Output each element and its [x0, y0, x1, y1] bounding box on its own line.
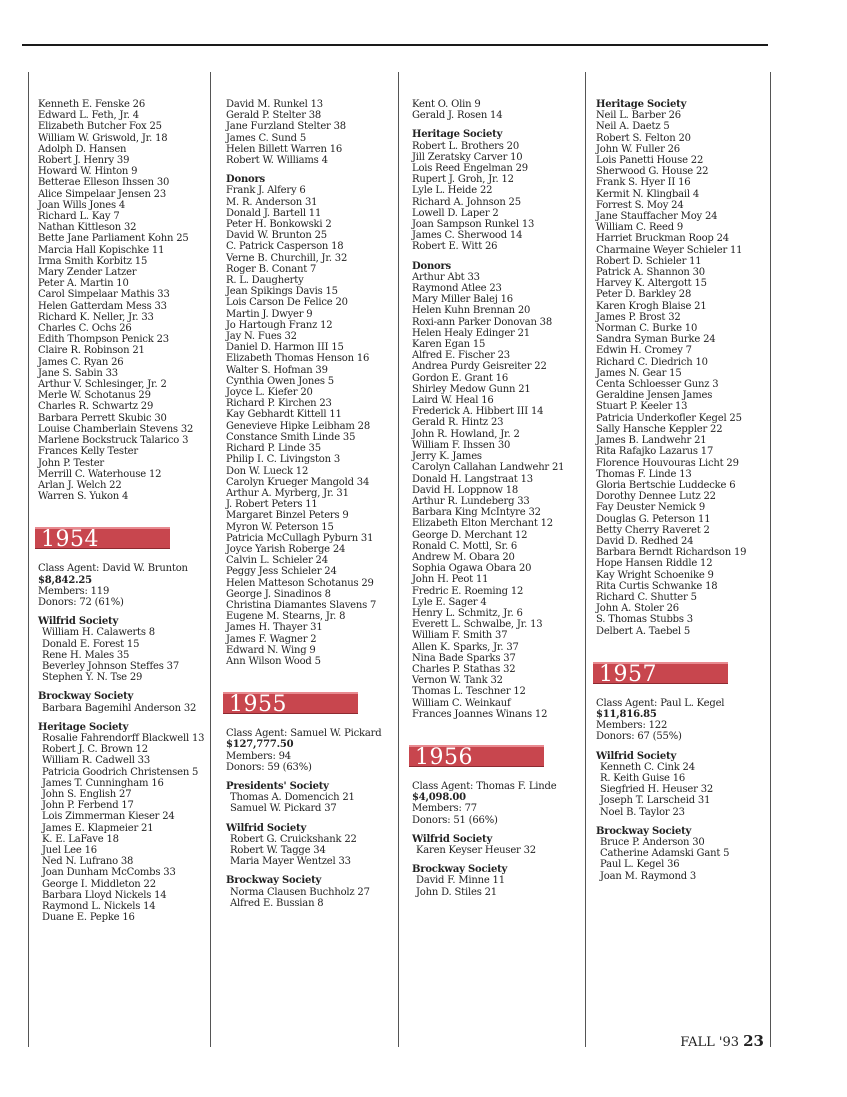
list-item: Charles P. Stathas 32: [412, 663, 516, 675]
list-item: Dorothy Dennee Lutz 22: [596, 491, 716, 503]
list-item: Gerald R. Hintz 23: [412, 417, 504, 429]
list-item: Barbara Perrett Skubic 30: [38, 412, 167, 424]
list-item: Robert W. Tagge 34: [230, 844, 326, 856]
list-item: Richard P. Kirchen 23: [226, 398, 332, 410]
year-banner-1957: 1957: [593, 662, 728, 684]
name-list: [38, 99, 208, 502]
list-item: Elizabeth Elton Merchant 12: [412, 518, 553, 530]
list-item: Arthur A. Myrberg, Jr. 31: [226, 487, 349, 499]
list-item: Edith Thompson Penick 23: [38, 334, 169, 346]
list-item: Helen Billett Warren 16: [226, 143, 343, 155]
donors-heading: Donors: [226, 174, 265, 186]
list-item: Beverley Johnson Steffes 37: [42, 660, 179, 672]
list-item: Patricia Goodrich Christensen 5: [42, 766, 199, 778]
list-item: Jane S. Sabin 33: [38, 367, 118, 379]
name-list: [226, 887, 396, 909]
society-heading: Brockway Society: [412, 864, 508, 876]
list-item: James C. Ryan 26: [38, 356, 124, 368]
list-item: Arlan J. Welch 22: [38, 479, 122, 491]
list-item: Kay Wright Schoenike 9: [596, 569, 714, 581]
list-item: Joan M. Raymond 3: [600, 870, 697, 882]
list-item: Frederick A. Hibbert III 14: [412, 406, 544, 418]
list-item: C. Patrick Casperson 18: [226, 241, 344, 253]
name-list: [412, 141, 582, 253]
column-4: [596, 99, 766, 882]
list-item: John A. Stoler 26: [596, 603, 679, 615]
name-list: [412, 845, 582, 856]
list-item: Marlene Bockstruck Talarico 3: [38, 435, 189, 447]
list-item: James B. Landwehr 21: [596, 435, 707, 447]
list-item: William F. Ihssen 30: [412, 439, 511, 451]
list-item: Sally Hansche Keppler 22: [596, 423, 723, 435]
list-item: Siegfried H. Heuser 32: [600, 784, 714, 796]
column-divider: [585, 72, 586, 1047]
list-item: Duane E. Pepke 16: [42, 912, 135, 924]
column-divider: [770, 72, 771, 1047]
list-item: Shirley Medow Gunn 21: [412, 383, 531, 395]
list-item: Walter S. Hofman 39: [226, 364, 328, 376]
list-item: Neil L. Barber 26: [596, 110, 681, 122]
column-divider: [398, 72, 399, 1047]
list-item: John S. English 27: [42, 788, 132, 800]
list-item: Joan Dunham McCombs 33: [42, 867, 176, 879]
list-item: Jane Stauffacher Moy 24: [596, 211, 718, 223]
list-item: Sophia Ogawa Obara 20: [412, 563, 532, 575]
list-item: Helen Matteson Schotanus 29: [226, 577, 374, 589]
list-item: Arthur V. Schlesinger, Jr. 2: [38, 379, 167, 391]
list-item: William H. Calawerts 8: [42, 627, 155, 639]
list-item: Harriet Bruckman Roop 24: [596, 233, 729, 245]
name-list: [38, 627, 208, 683]
list-item: Patrick A. Shannon 30: [596, 267, 705, 279]
list-item: Kermit N. Klingbail 4: [596, 188, 700, 200]
list-item: Robert J. Henry 39: [38, 155, 130, 167]
list-item: Thomas A. Domencich 21: [230, 792, 355, 804]
list-item: Daniel D. Harmon III 15: [226, 342, 344, 354]
list-item: Helen Kuhn Brennan 20: [412, 305, 531, 317]
list-item: George D. Merchant 12: [412, 529, 528, 541]
list-item: Richard L. Kay 7: [38, 211, 120, 223]
list-item: John P. Tester: [38, 457, 105, 469]
list-item: James T. Cunningham 16: [42, 777, 164, 789]
name-list: [226, 185, 396, 667]
list-item: Gordon E. Grant 16: [412, 372, 508, 384]
class-amount: $8,842.25: [38, 574, 92, 586]
list-item: Andrew M. Obara 20: [412, 551, 515, 563]
list-item: Thomas L. Teschner 12: [412, 686, 526, 698]
list-item: Margaret Binzel Peters 9: [226, 510, 349, 522]
list-item: Thomas F. Linde 13: [596, 468, 692, 480]
name-list: [596, 110, 766, 637]
list-item: Henry L. Schmitz, Jr. 6: [412, 607, 523, 619]
list-item: Kenneth E. Fenske 26: [38, 99, 145, 110]
list-item: Lois Carson De Felice 20: [226, 297, 348, 309]
society-heading: Wilfrid Society: [412, 833, 493, 845]
name-list: [226, 834, 396, 868]
list-item: Don W. Lueck 12: [226, 465, 309, 477]
list-item: Carolyn Callahan Landwehr 21: [412, 462, 565, 474]
list-item: Peggy Jess Schieler 24: [226, 566, 337, 578]
column-divider: [210, 72, 211, 1047]
list-item: Jo Hartough Franz 12: [226, 319, 333, 331]
list-item: Ann Wilson Wood 5: [226, 655, 321, 667]
list-item: Douglas G. Peterson 11: [596, 513, 711, 525]
list-item: Cynthia Owen Jones 5: [226, 375, 334, 387]
list-item: Patricia McCullagh Pyburn 31: [226, 532, 374, 544]
column-1: [38, 99, 208, 923]
list-item: K. E. LaFave 18: [42, 833, 119, 845]
list-item: William W. Griswold, Jr. 18: [38, 132, 168, 144]
list-item: Richard K. Neller, Jr. 33: [38, 311, 154, 323]
list-item: Charmaine Weyer Schieler 11: [596, 244, 743, 256]
list-item: William C. Weinkauf: [412, 697, 511, 709]
list-item: Robert J. C. Brown 12: [42, 744, 148, 756]
list-item: Martin J. Dwyer 9: [226, 308, 313, 320]
class-agent: Class Agent: Thomas F. Linde: [412, 780, 557, 792]
list-item: Patricia Underkofler Kegel 25: [596, 412, 742, 424]
list-item: Alfred E. Bussian 8: [230, 897, 324, 909]
list-item: Philip I. C. Livingston 3: [226, 454, 340, 466]
list-item: Barbara King McIntyre 32: [412, 507, 541, 519]
list-item: Juel Lee 16: [42, 844, 97, 856]
list-item: Geraldine Jensen James: [596, 390, 713, 402]
list-item: Richard C. Shutter 5: [596, 591, 697, 603]
list-item: Charles C. Ochs 26: [38, 323, 132, 335]
class-agent: Class Agent: Paul L. Kegel: [596, 697, 725, 709]
list-item: Roger B. Conant 7: [226, 263, 317, 275]
list-item: James N. Gear 15: [596, 367, 682, 379]
list-item: Genevieve Hipke Leibham 28: [226, 420, 370, 432]
name-list: [226, 792, 396, 814]
year-banner-1955: 1955: [223, 692, 358, 714]
list-item: Delbert A. Taebel 5: [596, 625, 691, 637]
list-item: Gerald J. Rosen 14: [412, 110, 503, 122]
list-item: S. Thomas Stubbs 3: [596, 614, 693, 626]
list-item: Kent O. Olin 9: [412, 99, 481, 110]
list-item: Robert E. Witt 26: [412, 241, 498, 253]
list-item: Sherwood G. House 22: [596, 166, 709, 178]
class-agent: Class Agent: Samuel W. Pickard: [226, 728, 382, 740]
class-amount: $4,098.00: [412, 792, 466, 804]
society-heading: Heritage Society: [38, 721, 129, 733]
list-item: Joseph T. Larscheid 31: [600, 795, 711, 807]
list-item: Robert S. Felton 20: [596, 132, 691, 144]
list-item: David W. Brunton 25: [226, 230, 327, 242]
list-item: John D. Stiles 21: [416, 886, 497, 898]
list-item: Louise Chamberlain Stevens 32: [38, 423, 194, 435]
society-heading: Wilfrid Society: [38, 616, 119, 628]
list-item: Arthur R. Lundeberg 33: [412, 495, 530, 507]
list-item: Warren S. Yukon 4: [38, 491, 129, 503]
list-item: Lyle L. Heide 22: [412, 185, 493, 197]
list-item: Maria Mayer Wentzel 33: [230, 856, 351, 868]
society-heading: Wilfrid Society: [226, 822, 307, 834]
list-item: Karen Keyser Heuser 32: [416, 844, 536, 856]
list-item: Sandra Syman Burke 24: [596, 334, 716, 346]
list-item: Joan Sampson Runkel 13: [412, 219, 535, 231]
list-item: Arthur Abt 33: [412, 271, 480, 283]
donors-heading: Donors: [412, 260, 451, 272]
list-item: Noel B. Taylor 23: [600, 806, 685, 818]
list-item: Donald E. Forest 15: [42, 638, 140, 650]
name-list: [226, 99, 396, 166]
society-heading: Heritage Society: [596, 99, 687, 110]
list-item: Claire R. Robinson 21: [38, 345, 145, 357]
list-item: Marcia Hall Kopischke 11: [38, 244, 165, 256]
list-item: Joyce Yarish Roberge 24: [226, 543, 346, 555]
donors-count: Donors: 72 (61%): [38, 596, 124, 608]
list-item: Verne B. Churchill, Jr. 32: [226, 252, 348, 264]
society-heading: Brockway Society: [596, 825, 692, 837]
list-item: George J. Sinadinos 8: [226, 588, 331, 600]
list-item: Mary Miller Balej 16: [412, 294, 513, 306]
class-amount: $11,816.85: [596, 708, 657, 720]
list-item: John W. Fuller 26: [596, 143, 680, 155]
list-item: Rita Rafajko Lazarus 17: [596, 446, 714, 458]
name-list: [596, 837, 766, 882]
list-item: Betterae Elleson Ihssen 30: [38, 177, 170, 189]
list-item: Rita Curtis Schwanke 18: [596, 580, 718, 592]
society-heading: Presidents' Society: [226, 780, 329, 792]
list-item: Myron W. Peterson 15: [226, 521, 334, 533]
list-item: Raymond Atlee 23: [412, 283, 502, 295]
year-banner-1956: 1956: [409, 745, 544, 767]
list-item: Helen Healy Edinger 21: [412, 327, 530, 339]
list-item: Joyce L. Kiefer 20: [226, 387, 313, 399]
list-item: Richard C. Diedrich 10: [596, 356, 708, 368]
list-item: R. L. Daugherty: [226, 275, 304, 287]
list-item: Lois Zimmerman Kieser 24: [42, 811, 175, 823]
list-item: Frances Kelly Tester: [38, 446, 138, 458]
top-rule: [22, 44, 768, 46]
list-item: Nina Bade Sparks 37: [412, 652, 516, 664]
list-item: Norman C. Burke 10: [596, 323, 698, 335]
list-item: Barbara Bagemihl Anderson 32: [42, 702, 197, 714]
list-item: Peter D. Barkley 28: [596, 289, 692, 301]
name-list: [412, 875, 582, 897]
list-item: Kay Gebhardt Kittell 11: [226, 409, 342, 421]
list-item: Donald H. Langstraat 13: [412, 473, 533, 485]
list-item: Robert G. Cruickshank 22: [230, 833, 357, 845]
list-item: Peter A. Martin 10: [38, 278, 129, 290]
members-count: Members: 119: [38, 585, 110, 597]
list-item: Forrest S. Moy 24: [596, 199, 684, 211]
page-footer: [680, 1032, 764, 1050]
class-agent: Class Agent: David W. Brunton: [38, 563, 188, 575]
list-item: Stephen Y. N. Tse 29: [42, 672, 143, 684]
list-item: Betty Cherry Raveret 2: [596, 524, 710, 536]
list-item: Gerald P. Stelter 38: [226, 110, 322, 122]
list-item: Jay N. Fues 32: [226, 331, 297, 343]
list-item: Fay Deuster Nemick 9: [596, 502, 706, 514]
list-item: James H. Thayer 31: [226, 622, 323, 634]
list-item: Elizabeth Butcher Fox 25: [38, 121, 162, 133]
society-heading: Brockway Society: [38, 691, 134, 703]
list-item: Centa Schloesser Gunz 3: [596, 379, 719, 391]
list-item: Fredric E. Roeming 12: [412, 585, 524, 597]
name-list: [38, 733, 208, 923]
list-item: Donald J. Bartell 11: [226, 207, 322, 219]
column-divider: [28, 72, 29, 1047]
list-item: David H. Loppnow 18: [412, 484, 519, 496]
list-item: Christina Diamantes Slavens 7: [226, 599, 377, 611]
list-item: William C. Reed 9: [596, 222, 684, 234]
list-item: Adolph D. Hansen: [38, 143, 127, 155]
list-item: Laird W. Heal 16: [412, 395, 494, 407]
list-item: Gloria Bertschie Luddecke 6: [596, 479, 736, 491]
list-item: Jill Zeratsky Carver 10: [412, 151, 523, 163]
list-item: Neil A. Daetz 5: [596, 121, 670, 133]
list-item: J. Robert Peters 11: [226, 499, 318, 511]
name-list: [412, 272, 582, 720]
list-item: Mary Zender Latzer: [38, 267, 137, 279]
list-item: Bruce P. Anderson 30: [600, 836, 705, 848]
list-item: Karen Egan 15: [412, 339, 486, 351]
list-item: Robert L. Brothers 20: [412, 140, 519, 152]
society-heading: Wilfrid Society: [596, 750, 677, 762]
society-heading: Brockway Society: [226, 875, 322, 887]
list-item: Merrill C. Waterhouse 12: [38, 468, 162, 480]
list-item: R. Keith Guise 16: [600, 772, 686, 784]
page-number: 23: [743, 1032, 764, 1050]
list-item: Frances Joannes Winans 12: [412, 708, 548, 720]
members-count: Members: 77: [412, 803, 477, 815]
list-item: Lois Panetti House 22: [596, 155, 704, 167]
list-item: Bette Jane Parliament Kohn 25: [38, 233, 189, 245]
list-item: Roxi-ann Parker Donovan 38: [412, 316, 553, 328]
list-item: Robert D. Schieler 11: [596, 255, 702, 267]
list-item: Charles R. Schwartz 29: [38, 401, 154, 413]
list-item: David D. Redhed 24: [596, 535, 694, 547]
donors-count: Donors: 59 (63%): [226, 761, 312, 773]
list-item: Norma Clausen Buchholz 27: [230, 886, 370, 898]
column-3: [412, 99, 582, 898]
list-item: Robert W. Williams 4: [226, 155, 328, 167]
list-item: Edward L. Feth, Jr. 4: [38, 110, 139, 122]
list-item: Lyle E. Sager 4: [412, 596, 487, 608]
year-banner-1954: 1954: [35, 527, 170, 549]
name-list: [38, 703, 208, 714]
list-item: Hope Hansen Riddle 12: [596, 558, 713, 570]
list-item: Kenneth C. Cink 24: [600, 761, 695, 773]
class-amount: $127,777.50: [226, 739, 294, 751]
list-item: Nathan Kittleson 32: [38, 222, 137, 234]
list-item: John H. Peot 11: [412, 574, 489, 586]
list-item: James P. Brost 32: [596, 311, 681, 323]
list-item: Ronald C. Mottl, Sr. 6: [412, 540, 518, 552]
column-2: [226, 99, 396, 909]
list-item: Rupert J. Groh, Jr. 12: [412, 174, 514, 186]
list-item: Edwin H. Cromey 7: [596, 345, 692, 357]
list-item: Barbara Berndt Richardson 19: [596, 547, 747, 559]
list-item: Everett L. Schwalbe, Jr. 13: [412, 619, 543, 631]
list-item: John R. Howland, Jr. 2: [412, 428, 520, 440]
list-item: Alice Simpelaar Jensen 23: [38, 188, 167, 200]
list-item: Barbara Lloyd Nickels 14: [42, 889, 167, 901]
list-item: Vernon W. Tank 32: [412, 675, 503, 687]
list-item: Paul L. Kegel 36: [600, 859, 680, 871]
list-item: Jerry K. James: [412, 451, 482, 463]
list-item: Allen K. Sparks, Jr. 37: [412, 641, 519, 653]
list-item: Joan Wills Jones 4: [38, 199, 126, 211]
issue-label: FALL '93: [680, 1035, 739, 1050]
list-item: David M. Runkel 13: [226, 99, 323, 110]
list-item: Elizabeth Thomas Henson 16: [226, 353, 370, 365]
list-item: M. R. Anderson 31: [226, 196, 318, 208]
list-item: James C. Sherwood 14: [412, 230, 523, 242]
society-heading: Heritage Society: [412, 129, 503, 141]
members-count: Members: 122: [596, 720, 668, 732]
list-item: Edward N. Wing 9: [226, 644, 316, 656]
list-item: George I. Middleton 22: [42, 878, 156, 890]
list-item: Jean Spikings Davis 15: [226, 286, 338, 298]
list-item: David F. Minne 11: [416, 875, 505, 887]
list-item: Karen Krogh Blaise 21: [596, 300, 707, 312]
list-item: Peter H. Bonkowski 2: [226, 219, 332, 231]
list-item: Rosalie Fahrendorff Blackwell 13: [42, 732, 205, 744]
list-item: Florence Houvouras Licht 29: [596, 457, 739, 469]
list-item: Helen Gatterdam Mess 33: [38, 300, 167, 312]
donors-count: Donors: 67 (55%): [596, 731, 682, 743]
list-item: Samuel W. Pickard 37: [230, 803, 337, 815]
name-list: [596, 762, 766, 818]
list-item: Rene H. Males 35: [42, 649, 130, 661]
list-item: Jane Furzland Stelter 38: [226, 121, 346, 133]
list-item: James F. Wagner 2: [226, 633, 317, 645]
list-item: Carol Simpelaar Mathis 33: [38, 289, 170, 301]
list-item: Irma Smith Korbitz 15: [38, 255, 148, 267]
list-item: James C. Sund 5: [226, 132, 307, 144]
members-count: Members: 94: [226, 750, 291, 762]
list-item: Eugene M. Stearns, Jr. 8: [226, 611, 346, 623]
list-item: Stuart P. Keeler 13: [596, 401, 688, 413]
list-item: Constance Smith Linde 35: [226, 431, 356, 443]
list-item: Carolyn Krueger Mangold 34: [226, 476, 370, 488]
list-item: Richard P. Linde 35: [226, 443, 321, 455]
list-item: Merle W. Schotanus 29: [38, 390, 151, 402]
list-item: Lois Reed Engelman 29: [412, 163, 528, 175]
list-item: Harvey K. Altergott 15: [596, 278, 707, 290]
list-item: Catherine Adamski Gant 5: [600, 848, 730, 860]
name-list: [412, 99, 582, 121]
list-item: William R. Cadwell 33: [42, 755, 150, 767]
list-item: Ned N. Lufrano 38: [42, 856, 134, 868]
list-item: Alfred E. Fischer 23: [412, 350, 510, 362]
list-item: John P. Ferbend 17: [42, 800, 134, 812]
list-item: Lowell D. Laper 2: [412, 207, 499, 219]
list-item: Andrea Purdy Geisreiter 22: [412, 361, 547, 373]
donors-count: Donors: 51 (66%): [412, 814, 498, 826]
list-item: Frank S. Hyer II 16: [596, 177, 691, 189]
list-item: Howard W. Hinton 9: [38, 166, 138, 178]
list-item: William F. Smith 37: [412, 630, 508, 642]
list-item: Richard A. Johnson 25: [412, 196, 521, 208]
list-item: Raymond L. Nickels 14: [42, 901, 156, 912]
list-item: James E. Klapmeier 21: [42, 822, 154, 834]
list-item: Frank J. Alfery 6: [226, 185, 306, 197]
list-item: Calvin L. Schieler 24: [226, 555, 328, 567]
